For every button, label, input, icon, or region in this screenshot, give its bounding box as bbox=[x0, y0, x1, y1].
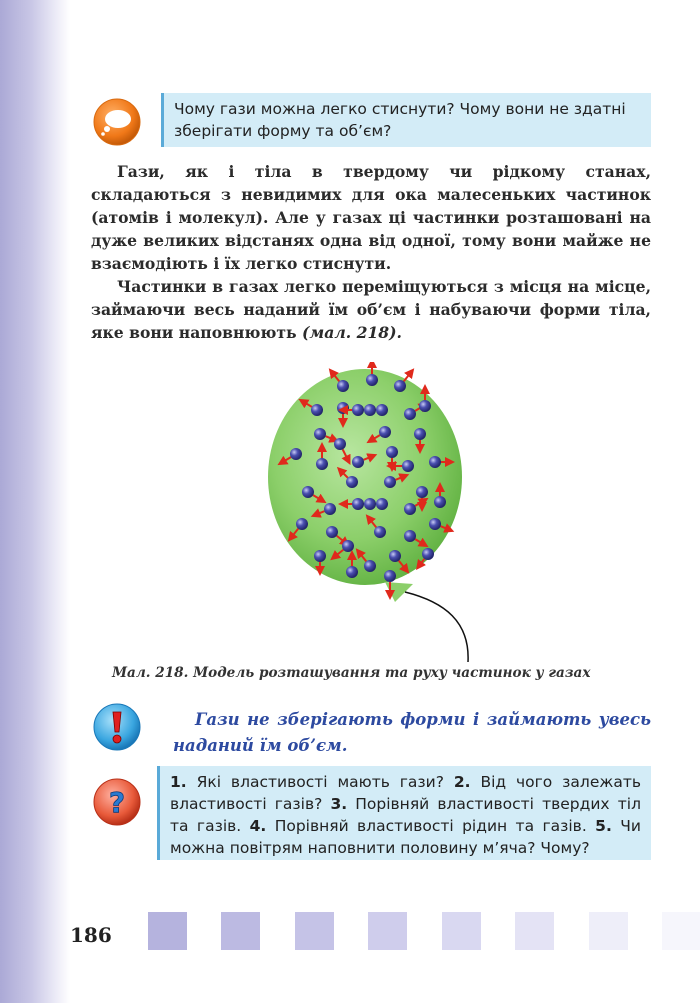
footer-square bbox=[221, 912, 260, 950]
gas-particle bbox=[404, 408, 416, 420]
gas-particle bbox=[384, 570, 396, 582]
gas-particle bbox=[386, 446, 398, 458]
gas-particle bbox=[429, 518, 441, 530]
gas-particle bbox=[324, 503, 336, 515]
gas-particle bbox=[429, 456, 441, 468]
gas-particle bbox=[384, 476, 396, 488]
question-4-number: 4. bbox=[249, 817, 267, 835]
gas-particle bbox=[376, 498, 388, 510]
gas-particle bbox=[364, 560, 376, 572]
gas-particle bbox=[404, 530, 416, 542]
gas-particle bbox=[314, 428, 326, 440]
footer-square bbox=[148, 912, 187, 950]
paragraph-2-text: Частинки в газах легко переміщуються з місця на місце, займаючи весь наданий їм об’єм і набуваючи форми тіла, яке вони наповнюють bbox=[91, 277, 651, 342]
gas-particle bbox=[296, 518, 308, 530]
gas-particle bbox=[352, 498, 364, 510]
footer-square bbox=[662, 912, 700, 950]
gas-particle bbox=[434, 496, 446, 508]
thinking-bubble-icon bbox=[93, 98, 141, 146]
question-5-number: 5. bbox=[595, 817, 612, 835]
gas-particle bbox=[366, 374, 378, 386]
particle-motion-arrow bbox=[404, 371, 412, 381]
question-box-text: Чому гази можна легко стиснути? Чому вони не здатні зберігати форму та об’єм? bbox=[174, 100, 626, 140]
svg-text:?: ? bbox=[108, 786, 126, 819]
footer-square bbox=[295, 912, 334, 950]
figure-reference: (мал. 218). bbox=[302, 323, 402, 342]
question-4-text: Порівняй властивості рідин та газів. bbox=[274, 817, 587, 835]
gas-particle bbox=[419, 400, 431, 412]
footer-square bbox=[589, 912, 628, 950]
gas-particle bbox=[374, 526, 386, 538]
note-text: Гази не зберігають форми і займають увесь наданий їм об’єм. bbox=[173, 710, 651, 755]
gas-particle bbox=[414, 428, 426, 440]
gas-particle bbox=[326, 526, 338, 538]
gas-particle bbox=[404, 503, 416, 515]
question-3-text: Порівняй властивості твердих тіл та газів. bbox=[170, 795, 641, 835]
gas-particle bbox=[314, 550, 326, 562]
gas-particle bbox=[342, 540, 354, 552]
page-number: 186 bbox=[70, 923, 112, 947]
gas-particle bbox=[352, 456, 364, 468]
review-questions-box bbox=[157, 766, 651, 860]
gas-particle bbox=[346, 476, 358, 488]
paragraph-2 bbox=[91, 275, 651, 344]
gas-particles-balloon bbox=[255, 362, 495, 662]
gas-particle bbox=[337, 402, 349, 414]
footer-square bbox=[442, 912, 481, 950]
balloon-string bbox=[405, 592, 468, 662]
question-2-number: 2. bbox=[453, 773, 471, 791]
question-2-text: Від чого залежать властивості газів? bbox=[170, 773, 641, 813]
gas-particle bbox=[389, 550, 401, 562]
footer-square bbox=[515, 912, 554, 950]
question-1-number: 1. bbox=[170, 773, 187, 791]
gas-particle bbox=[352, 404, 364, 416]
gas-particle bbox=[316, 458, 328, 470]
gas-particle bbox=[394, 380, 406, 392]
question-5-text: Чи можна повітрям наповнити половину м’яча? Чому? bbox=[170, 817, 641, 857]
gas-particle bbox=[402, 460, 414, 472]
gas-particle bbox=[311, 404, 323, 416]
gas-particle bbox=[364, 404, 376, 416]
paragraph-1: Гази, як і тіла в твердому чи рідкому станах, складаються з невидимих для ока малесеньких частинок (атомів і молекул). Але у газах ці частинки розташовані на дуже великих відстанях одна від одної, тому вони майже не взаємодіють і їх легко стиснути. bbox=[91, 162, 651, 273]
gas-particle bbox=[346, 566, 358, 578]
question-box bbox=[161, 93, 651, 147]
key-fact-note bbox=[173, 707, 651, 759]
question-3-number: 3. bbox=[330, 795, 348, 813]
question-1-text: Які властивості мають гази? bbox=[196, 773, 444, 791]
main-text bbox=[91, 160, 651, 344]
figure-caption: Мал. 218. Модель розташування та руху частинок у газах bbox=[112, 665, 591, 681]
gas-particle bbox=[337, 380, 349, 392]
gas-particle bbox=[422, 548, 434, 560]
gas-particle bbox=[376, 404, 388, 416]
gas-particle bbox=[334, 438, 346, 450]
gas-particle bbox=[379, 426, 391, 438]
gas-particle bbox=[416, 486, 428, 498]
gas-particle bbox=[290, 448, 302, 460]
page-sidebar-gradient bbox=[0, 0, 70, 1003]
footer-square bbox=[368, 912, 407, 950]
gas-particle bbox=[302, 486, 314, 498]
question-mark-icon bbox=[93, 778, 141, 826]
gas-particle bbox=[364, 498, 376, 510]
exclamation-icon bbox=[93, 703, 141, 751]
